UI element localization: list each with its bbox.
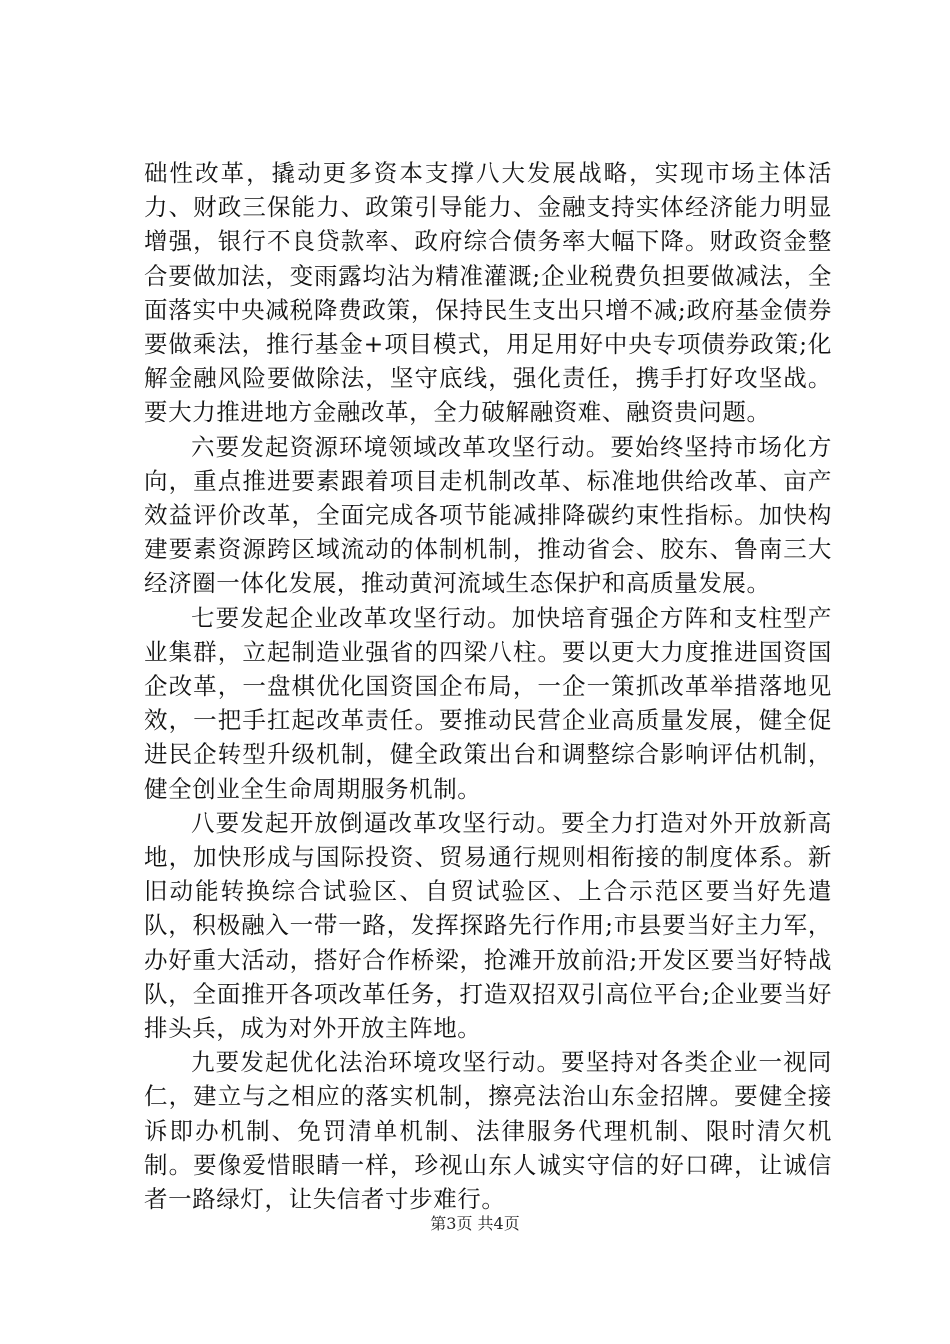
paragraph-5: 九要发起优化法治环境攻坚行动。要坚持对各类企业一视同仁，建立与之相应的落实机制，擦亮法治山东金招牌。要健全接诉即办机制、免罚清单机制、法律服务代理机制、限时清欠机制。要像爱惜眼睛一样，珍视山东人诚实守信的好口碑，让诚信者一路绿灯，让失信者寸步难行。 [144, 1048, 832, 1214]
paragraph-2: 六要发起资源环境领域改革攻坚行动。要始终坚持市场化方向，重点推进要素跟着项目走机制改革、标准地供给改革、亩产效益评价改革，全面完成各项节能减排降碳约束性指标。加快构建要素资源跨区域流动的体制机制，推动省会、胶东、鲁南三大经济圈一体化发展，推动黄河流域生态保护和高质量发展。 [144, 432, 832, 598]
paragraph-3: 七要发起企业改革攻坚行动。加快培育强企方阵和支柱型产业集群，立起制造业强省的四梁八柱。要以更大力度推进国资国企改革，一盘棋优化国资国企布局，一企一策抓改革举措落地见效，一把手扛起改革责任。要推动民营企业高质量发展，健全促进民企转型升级机制，健全政策出台和调整综合影响评估机制，健全创业全生命周期服务机制。 [144, 603, 832, 803]
paragraph-1: 础性改革，撬动更多资本支撑八大发展战略，实现市场主体活力、财政三保能力、政策引导能力、金融支持实体经济能力明显增强，银行不良贷款率、政府综合债务率大幅下降。财政资金整合要做加法，变雨露均沾为精准灌溉;企业税费负担要做减法，全面落实中央减税降费政策，保持民生支出只增不减;政府基金债券要做乘法，推行基金+项目模式，用足用好中央专项债券政策;化解金融风险要做除法，坚守底线，强化责任，携手打好攻坚战。要大力推进地方金融改革，全力破解融资难、融资贵问题。 [144, 159, 832, 427]
document-body [144, 156, 832, 1216]
paragraph-4: 八要发起开放倒逼改革攻坚行动。要全力打造对外开放新高地，加快形成与国际投资、贸易通行规则相衔接的制度体系。新旧动能转换综合试验区、自贸试验区、上合示范区要当好先遣队，积极融入一带一路，发挥探路先行作用;市县要当好主力军，办好重大活动，搭好合作桥梁，抢滩开放前沿;开发区要当好特战队，全面推开各项改革任务，打造双招双引高位平台;企业要当好排头兵，成为对外开放主阵地。 [144, 808, 832, 1043]
page-footer: 第3页 共4页 [430, 1214, 520, 1233]
